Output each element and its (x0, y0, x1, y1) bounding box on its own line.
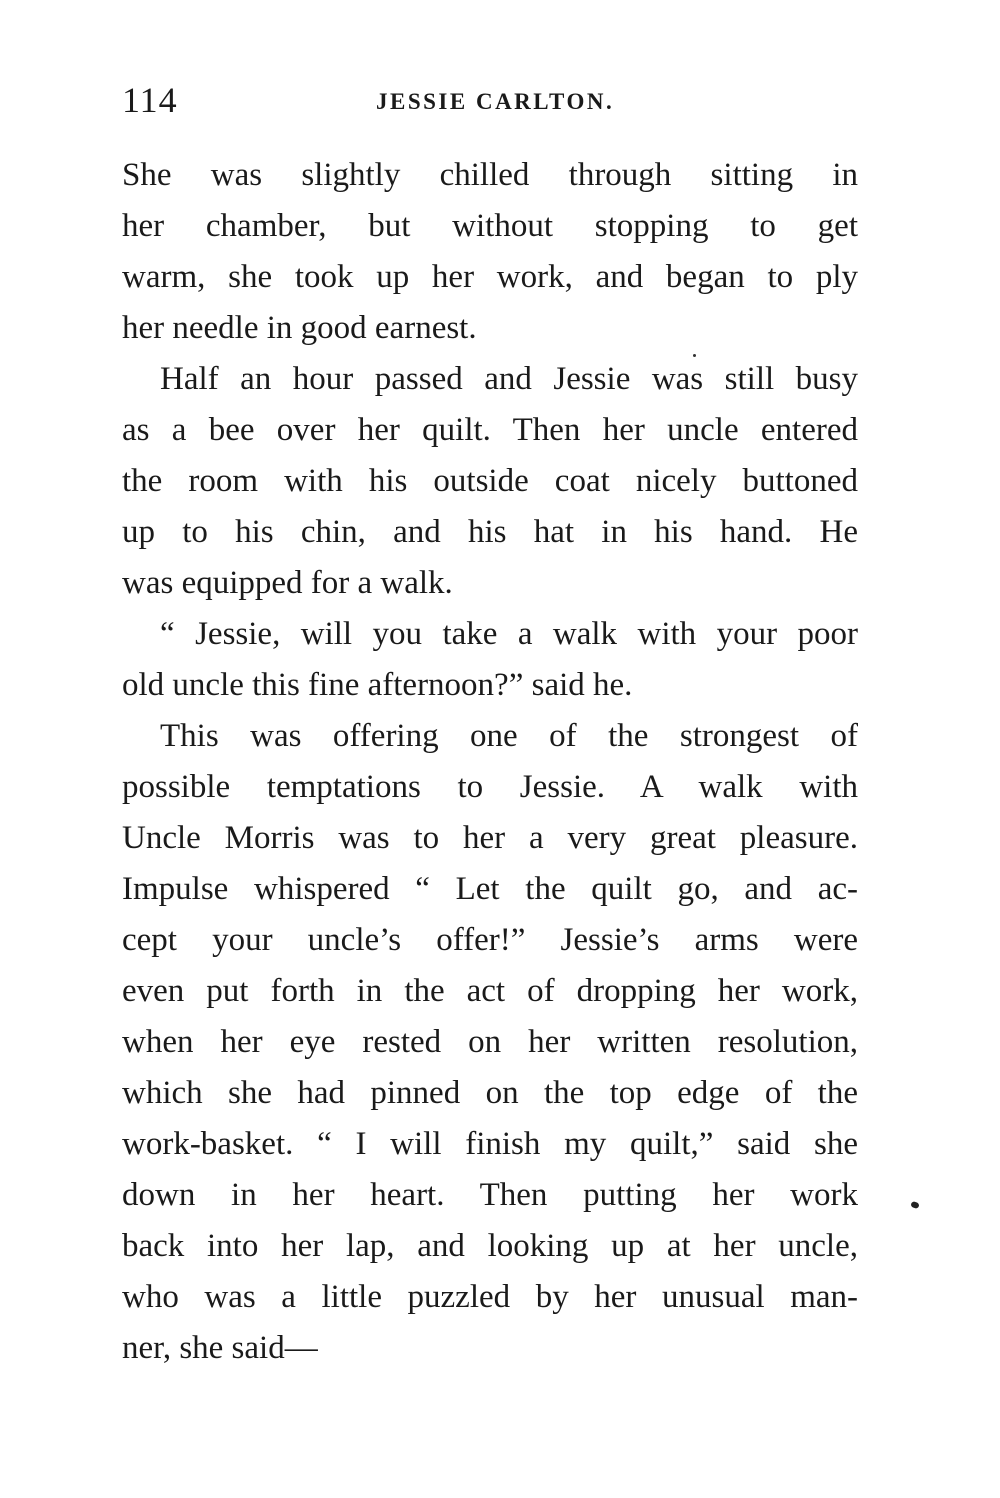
running-title: JESSIE CARLTON. (376, 89, 615, 114)
text-line: who was a little puzzled by her unusual man- (122, 1279, 858, 1315)
text-line: warm, she took up her work, and began to ply (122, 259, 858, 295)
page-number: 114 (122, 80, 178, 120)
text-line: cept your uncle’s offer!” Jessie’s arms were (122, 922, 858, 958)
text-line: Uncle Morris was to her a very great pleasure. (122, 820, 858, 856)
text-line: “ Jessie, will you take a walk with your poor (160, 616, 858, 652)
text-line: her chamber, but without stopping to get (122, 208, 858, 244)
ink-dot (693, 354, 696, 357)
text-line: was equipped for a walk. (122, 565, 453, 601)
text-line: when her eye rested on her written resolution, (122, 1024, 858, 1060)
text-line: Half an hour passed and Jessie was still busy (160, 361, 858, 397)
text-line: up to his chin, and his hat in his hand. He (122, 514, 858, 550)
text-line: Impulse whispered “ Let the quilt go, and ac- (122, 871, 858, 907)
text-line: as a bee over her quilt. Then her uncle entered (122, 412, 858, 448)
text-line: which she had pinned on the top edge of the (122, 1075, 858, 1111)
text-line: the room with his outside coat nicely buttoned (122, 463, 858, 499)
text-line: This was offering one of the strongest of (160, 718, 858, 754)
text-line: her needle in good earnest. (122, 310, 477, 346)
text-line: possible temptations to Jessie. A walk with (122, 769, 858, 805)
text-line: work-basket. “ I will finish my quilt,” said she (122, 1126, 858, 1162)
ink-speck (910, 1201, 920, 1209)
text-line: even put forth in the act of dropping her work, (122, 973, 858, 1009)
text-line: back into her lap, and looking up at her uncle, (122, 1228, 858, 1264)
body-text (122, 150, 858, 1374)
text-line: ner, she said— (122, 1330, 318, 1366)
text-line: old uncle this fine afternoon?” said he. (122, 667, 633, 703)
text-line: down in her heart. Then putting her work (122, 1177, 858, 1213)
running-head (122, 78, 858, 122)
text-line: She was slightly chilled through sitting in (122, 157, 858, 193)
